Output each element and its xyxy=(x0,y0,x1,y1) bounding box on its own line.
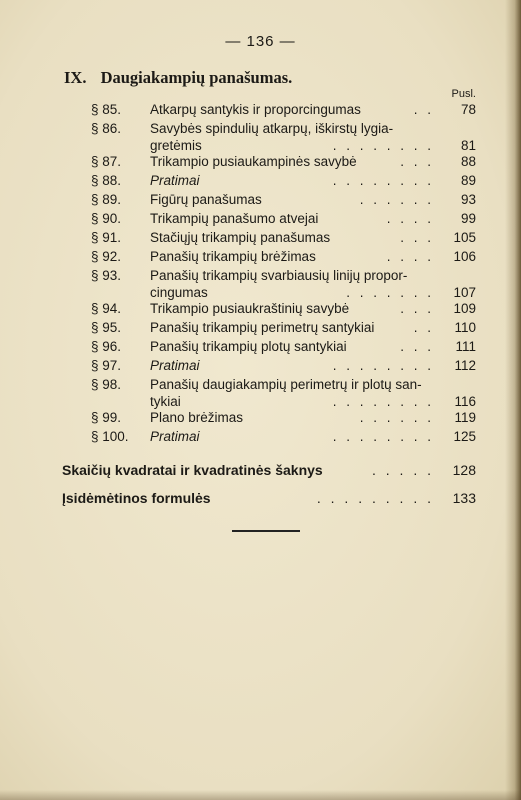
page-column-label: Pusl. xyxy=(451,88,476,100)
section-title: Panašių trikampių plotų santykiai xyxy=(150,339,347,354)
page-ref: 109 xyxy=(453,301,476,316)
section-title: Atkarpų santykis ir proporcingumas xyxy=(150,102,361,117)
leader-dots: . . . xyxy=(400,230,434,245)
chapter-heading xyxy=(64,68,292,88)
appendix-title: Įsidėmėtinos formulės xyxy=(62,490,211,506)
section-number: § 93. xyxy=(91,268,122,283)
toc-entry xyxy=(0,319,521,336)
page-ref: 128 xyxy=(452,462,476,478)
page-ref: 112 xyxy=(454,358,476,373)
section-title-continuation: tykiai xyxy=(150,394,181,409)
section-number: § 96. xyxy=(91,339,122,354)
leader-dots: . . xyxy=(413,320,434,335)
section-title: Panašių trikampių svarbiausių linijų propor- xyxy=(150,268,408,283)
section-number: § 88. xyxy=(91,173,122,188)
section-title: Pratimai xyxy=(150,173,200,188)
separator-rule xyxy=(232,530,300,532)
section-title: Panašių daugiakampių perimetrų ir plotų san- xyxy=(150,377,422,392)
page-ref: 106 xyxy=(453,249,476,264)
page-ref: 107 xyxy=(453,285,476,300)
section-number: § 92. xyxy=(91,249,122,264)
section-number: § 90. xyxy=(91,211,122,226)
toc-entry xyxy=(0,338,521,355)
section-title: Trikampių panašumo atvejai xyxy=(150,211,319,226)
chapter-title: Daugiakampių panašumas. xyxy=(100,68,293,87)
leader-dots: . . . . . . . . . xyxy=(316,490,434,506)
page-ref: 119 xyxy=(454,410,476,425)
chapter-number: IX. xyxy=(64,68,87,87)
section-number: § 95. xyxy=(91,320,122,335)
section-number: § 100. xyxy=(91,429,129,444)
section-number: § 86. xyxy=(91,121,122,136)
section-title: Pratimai xyxy=(150,358,200,373)
leader-dots: . . xyxy=(413,102,434,117)
page-ref: 81 xyxy=(460,138,476,153)
section-title: Plano brėžimas xyxy=(150,410,244,425)
section-number: § 98. xyxy=(91,377,122,392)
leader-dots: . . . . . xyxy=(371,462,434,478)
page-ref: 105 xyxy=(453,230,476,245)
page-ref: 133 xyxy=(452,490,476,506)
section-title: Trikampio pusiaukraštinių savybė xyxy=(150,301,350,316)
section-number: § 97. xyxy=(91,358,122,373)
section-title: Panašių trikampių perimetrų santykiai xyxy=(150,320,375,335)
leader-dots: . . . . . . xyxy=(359,192,434,207)
toc-entry xyxy=(0,210,521,227)
toc-entry xyxy=(0,376,521,410)
section-number: § 99. xyxy=(91,410,122,425)
section-number: § 87. xyxy=(91,154,122,169)
toc-entry xyxy=(0,428,521,445)
section-title-continuation: cingumas xyxy=(150,285,208,300)
toc-entry xyxy=(0,191,521,208)
toc-entry xyxy=(0,267,521,301)
toc-entry xyxy=(0,153,521,170)
toc-entry xyxy=(0,248,521,265)
leader-dots: . . . . xyxy=(386,211,434,226)
section-number: § 85. xyxy=(91,102,122,117)
page-ref: 110 xyxy=(454,320,476,335)
leader-dots: . . . . . . . . xyxy=(332,394,434,409)
toc-entry xyxy=(0,101,521,118)
toc-entry xyxy=(0,409,521,426)
page-ref: 88 xyxy=(460,154,476,169)
page-ref: 93 xyxy=(460,192,476,207)
toc-entry xyxy=(0,229,521,246)
leader-dots: . . . xyxy=(400,154,434,169)
toc-entry xyxy=(0,120,521,154)
leader-dots: . . . . . . . . xyxy=(332,358,434,373)
page-ref: 89 xyxy=(460,173,476,188)
page-ref: 111 xyxy=(455,339,476,354)
page-number: — 136 — xyxy=(225,33,296,50)
page-ref: 78 xyxy=(460,102,476,117)
page-ref: 116 xyxy=(454,394,476,409)
toc-entry xyxy=(0,172,521,189)
section-title-continuation: gretėmis xyxy=(150,138,202,153)
section-number: § 91. xyxy=(91,230,122,245)
leader-dots: . . . . . . . xyxy=(346,285,434,300)
section-title: Savybės spindulių atkarpų, iškirstų lygia- xyxy=(150,121,394,136)
toc-entry xyxy=(0,357,521,374)
leader-dots: . . . . . . . . xyxy=(332,138,434,153)
section-title: Trikampio pusiaukampinės savybė xyxy=(150,154,357,169)
leader-dots: . . . . . . xyxy=(359,410,434,425)
section-number: § 94. xyxy=(91,301,122,316)
leader-dots: . . . . . . . . xyxy=(332,173,434,188)
section-title: Pratimai xyxy=(150,429,200,444)
section-number: § 89. xyxy=(91,192,122,207)
section-title: Stačiųjų trikampių panašumas xyxy=(150,230,331,245)
leader-dots: . . . xyxy=(400,339,434,354)
page-ref: 125 xyxy=(453,429,476,444)
page-ref: 99 xyxy=(460,211,476,226)
leader-dots: . . . xyxy=(400,301,434,316)
toc-entry xyxy=(0,300,521,317)
leader-dots: . . . . xyxy=(386,249,434,264)
section-title: Panašių trikampių brėžimas xyxy=(150,249,316,264)
page-bottom-edge xyxy=(0,790,521,800)
section-title: Figūrų panašumas xyxy=(150,192,262,207)
leader-dots: . . . . . . . . xyxy=(332,429,434,444)
appendix-title: Skaičių kvadratai ir kvadratinės šaknys xyxy=(62,462,323,478)
